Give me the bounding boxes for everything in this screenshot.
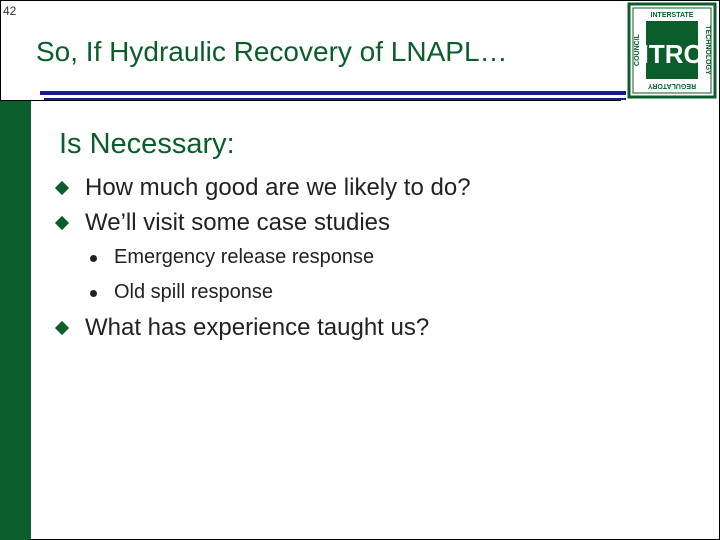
diamond-bullet-icon — [55, 181, 69, 195]
sub-bullet-item — [52, 240, 692, 275]
sub-bullet-item — [52, 275, 692, 310]
diamond-bullet-icon — [55, 216, 69, 230]
bullet-text: What has experience taught us? — [85, 314, 430, 341]
section-label: Hydraulic Recovery Capability — [4, 215, 22, 417]
sub-bullet-text: Emergency release response — [114, 246, 375, 268]
bullet-item — [52, 310, 692, 345]
itrc-logo-icon — [626, 1, 718, 100]
bullet-text: We’ll visit some case studies — [85, 209, 390, 236]
bullet-item — [52, 170, 692, 205]
logo-right-text: TECHNOLOGY — [704, 25, 711, 75]
bullet-item — [52, 205, 692, 240]
bullet-text: How much good are we likely to do? — [85, 174, 471, 201]
title-rule-thick — [40, 91, 626, 95]
slide-subtitle: Is Necessary: — [59, 128, 235, 160]
logo-top-text: INTERSTATE — [650, 12, 694, 19]
diamond-bullet-icon — [55, 321, 69, 335]
logo-bottom-text: REGULATORY — [647, 82, 697, 89]
title-rule-thin — [44, 98, 626, 100]
logo-left-text: COUNCIL — [634, 34, 641, 66]
slide-number: 42 — [3, 4, 17, 18]
bullet-list — [52, 170, 692, 345]
slide-title: So, If Hydraulic Recovery of LNAPL… — [36, 36, 508, 67]
dot-bullet-icon — [90, 255, 97, 262]
logo-letters: ITRC — [641, 39, 703, 69]
sub-bullet-text: Old spill response — [114, 281, 273, 303]
dot-bullet-icon — [90, 290, 97, 297]
